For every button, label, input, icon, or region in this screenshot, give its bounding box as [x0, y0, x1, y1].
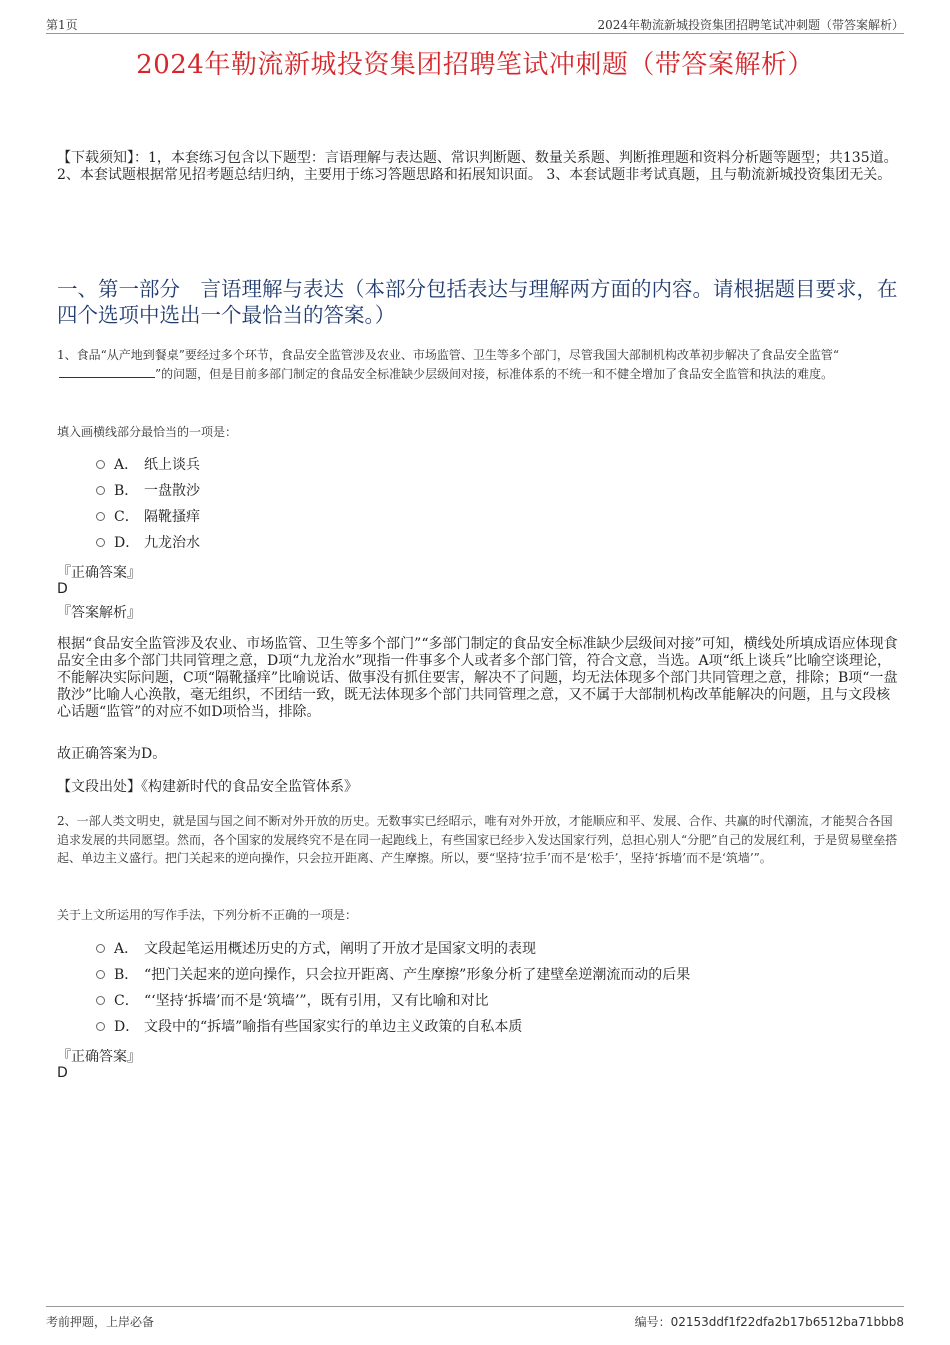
option-letter: D．: [114, 1019, 140, 1035]
q1-option-b[interactable]: [96, 481, 200, 501]
option-text: “‘坚持‘拆墙’而不是‘筑墙’”，既有引用，又有比喻和对比: [144, 993, 489, 1009]
option-letter: C．: [114, 509, 139, 525]
option-text: 纸上谈兵: [144, 457, 200, 473]
radio-icon[interactable]: [96, 1022, 105, 1031]
q1-analysis-label: 『答案解析』: [57, 605, 141, 621]
radio-icon[interactable]: [96, 944, 105, 953]
question-2-prompt: 关于上文所运用的写作手法，下列分析不正确的一项是：: [57, 908, 358, 922]
page-footer: [46, 1306, 904, 1328]
q1-answer-label: 『正确答案』: [57, 565, 141, 581]
q1-option-d[interactable]: [96, 533, 200, 553]
header-doc-title: 2024年勒流新城投资集团招聘笔试冲刺题（带答案解析）: [597, 18, 904, 32]
footer-code-value: 02153ddf1f22dfa2b17b6512ba71bbb8: [670, 1315, 904, 1329]
option-text: 文段中的“拆墙”喻指有些国家实行的单边主义政策的自私本质: [144, 1019, 523, 1035]
option-text: 一盘散沙: [144, 483, 200, 499]
radio-icon[interactable]: [96, 486, 105, 495]
question-1-prompt: 填入画横线部分最恰当的一项是：: [57, 425, 238, 439]
q1-option-c[interactable]: [96, 507, 200, 527]
q2-option-a[interactable]: [96, 939, 536, 959]
option-text: “把门关起来的逆向操作，只会拉开距离、产生摩擦”形象分析了建壁垒逆潮流而动的后果: [144, 967, 691, 983]
page-title: 2024年勒流新城投资集团招聘笔试冲刺题（带答案解析）: [136, 50, 814, 80]
footer-code: [635, 1313, 904, 1330]
q1-answer: D: [57, 581, 68, 597]
option-letter: A．: [114, 457, 139, 473]
q2-option-d[interactable]: [96, 1017, 522, 1037]
q1-conclusion: 故正确答案为D。: [57, 746, 167, 762]
radio-icon[interactable]: [96, 512, 105, 521]
option-letter: A．: [114, 941, 139, 957]
option-letter: C．: [114, 993, 139, 1009]
q2-option-c[interactable]: [96, 991, 489, 1011]
radio-icon[interactable]: [96, 996, 105, 1005]
radio-icon[interactable]: [96, 538, 105, 547]
section-title: 一、第一部分 言语理解与表达（本部分包括表达与理解两方面的内容。请根据题目要求，在四个选项中选出一个最恰当的答案。）: [57, 277, 898, 327]
fill-blank: [59, 366, 155, 378]
q1-option-a[interactable]: [96, 455, 200, 475]
q1-stem-before: 1、食品“从产地到餐桌”要经过多个环节，食品安全监管涉及农业、市场监管、卫生等多个部门，尽管我国大部制机构改革初步解决了食品安全监管“: [57, 348, 840, 362]
q1-source: 【文段出处】《构建新时代的食品安全监管体系》: [57, 779, 358, 795]
option-letter: B．: [114, 483, 139, 499]
radio-icon[interactable]: [96, 460, 105, 469]
page-header: [46, 14, 904, 34]
q1-stem-after: ”的问题，但是目前多部门制定的食品安全标准缺少层级间对接，标准体系的不统一和不健全增加了食品安全监管和执法的难度。: [155, 366, 834, 381]
footer-slogan: 考前押题，上岸必备: [46, 1315, 155, 1329]
q2-answer: D: [57, 1065, 68, 1081]
q2-option-b[interactable]: [96, 965, 690, 985]
option-text: 隔靴搔痒: [144, 509, 200, 525]
q2-answer-label: 『正确答案』: [57, 1049, 141, 1065]
option-text: 九龙治水: [144, 535, 200, 551]
footer-code-label: 编号：: [634, 1315, 671, 1329]
question-1-stem: [57, 346, 899, 383]
q1-analysis: 根据“食品安全监管涉及农业、市场监管、卫生等多个部门”“多部门制定的食品安全标准缺少层级间对接”可知，横线处所填成语应体现食品安全由多个部门共同管理之意，D项“九龙治水”现指一件事多个人或者多个部门管，符合文意，当选。A项“纸上谈兵”比喻空谈理论，不能解决实际问题，C项“隔靴搔痒”比喻说话、做事没有抓住要害，解决不了问题，均无法体现多个部门共同管理之意，排除；B项“一盘散沙”比喻人心涣散，毫无组织，不团结一致，既无法体现多个部门共同管理之意，又不属于大部制机构改革能解决的问题，且与文段核心话题“监管”的对应不如D项恰当，排除。: [57, 636, 898, 720]
option-text: 文段起笔运用概述历史的方式，阐明了开放才是国家文明的表现: [144, 941, 536, 957]
page-number: 第1页: [46, 18, 78, 32]
download-notice: 【下载须知】：1，本套练习包含以下题型：言语理解与表达题、常识判断题、数量关系题、判断推理题和资料分析题等题型；共135道。 2、本套试题根据常见招考题总结归纳，主要用于练习答题思路和拓展知识面。 3、本套试题非考试真题，且与勒流新城投资集团无关。: [57, 150, 898, 183]
radio-icon[interactable]: [96, 970, 105, 979]
question-2-stem: 2、一部人类文明史，就是国与国之间不断对外开放的历史。无数事实已经昭示，唯有对外开放，才能顺应和平、发展、合作、共赢的时代潮流，才能契合各国追求发展的共同愿望。然而，各个国家的发展终究不是在同一起跑线上，有些国家已经步入发达国家行列，总担心别人“分肥”自己的发展红利，于是贸易壁垒搭起、单边主义盛行。把门关起来的逆向操作，只会拉开距离、产生摩擦。所以，要“坚持‘拉手’而不是‘松手’，坚持‘拆墙’而不是‘筑墙’”。: [57, 814, 898, 865]
option-letter: D．: [114, 535, 140, 551]
option-letter: B．: [114, 967, 139, 983]
